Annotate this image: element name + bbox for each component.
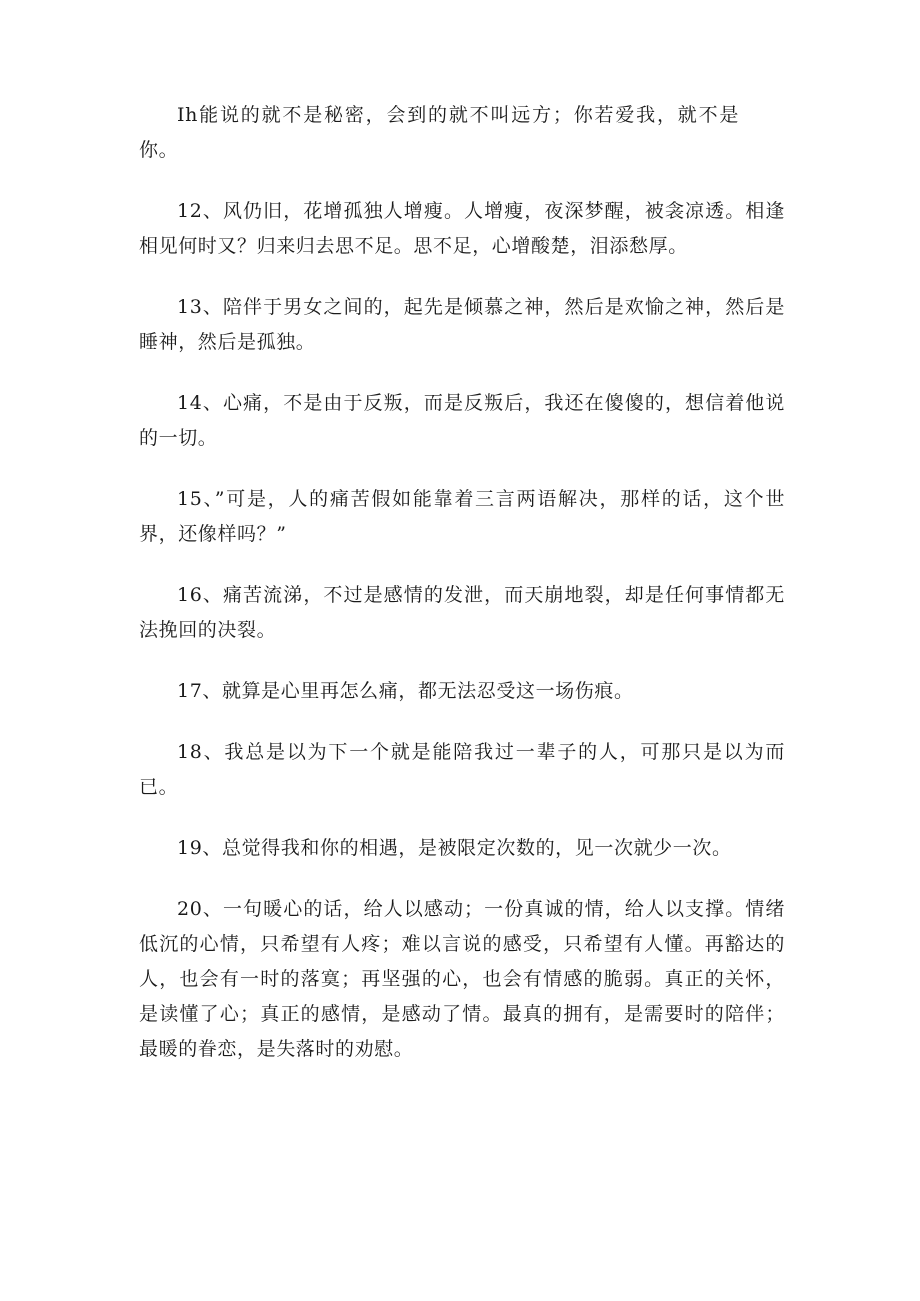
- paragraph-18: 18、我总是以为下一个就是能陪我过一辈子的人，可那只是以为而已。: [139, 741, 785, 798]
- paragraph-13: 13、陪伴于男女之间的，起先是倾慕之神，然后是欢愉之神，然后是睡神，然后是孤独。: [139, 296, 785, 353]
- document-body: [139, 98, 785, 1093]
- paragraph-12: 12、风仍旧，花增孤独人增瘦。人增瘦，夜深梦醒，被衾凉透。相逢相见何时又？归来归去思不足。思不足，心增酸楚，泪添愁厚。: [139, 200, 785, 257]
- paragraph-15: 15、”可是，人的痛苦假如能靠着三言两语解决，那样的话，这个世界，还像样吗？”: [139, 488, 785, 545]
- paragraph-intro: Ih能说的就不是秘密，会到的就不叫远方；你若爱我，就不是你。: [139, 104, 739, 161]
- paragraph-17: 17、就算是心里再怎么痛，都无法忍受这一场伤痕。: [177, 680, 634, 702]
- paragraph-19: 19、总觉得我和你的相遇，是被限定次数的，见一次就少一次。: [177, 837, 732, 859]
- paragraph-20: 20、一句暖心的话，给人以感动；一份真诚的情，给人以支撑。情绪低沉的心情，只希望有人疼；难以言说的感受，只希望有人懂。再豁达的人，也会有一时的落寞；再坚强的心，也会有情感的脆弱。真正的关怀，是读懂了心；真正的感情，是感动了情。最真的拥有，是需要时的陪伴；最暖的眷恋，是失落时的劝慰。: [139, 898, 785, 1060]
- paragraph-16: 16、痛苦流涕，不过是感情的发泄，而天崩地裂，却是任何事情都无法挽回的决裂。: [139, 584, 785, 641]
- paragraph-14: 14、心痛，不是由于反叛，而是反叛后，我还在傻傻的，想信着他说的一切。: [139, 392, 785, 449]
